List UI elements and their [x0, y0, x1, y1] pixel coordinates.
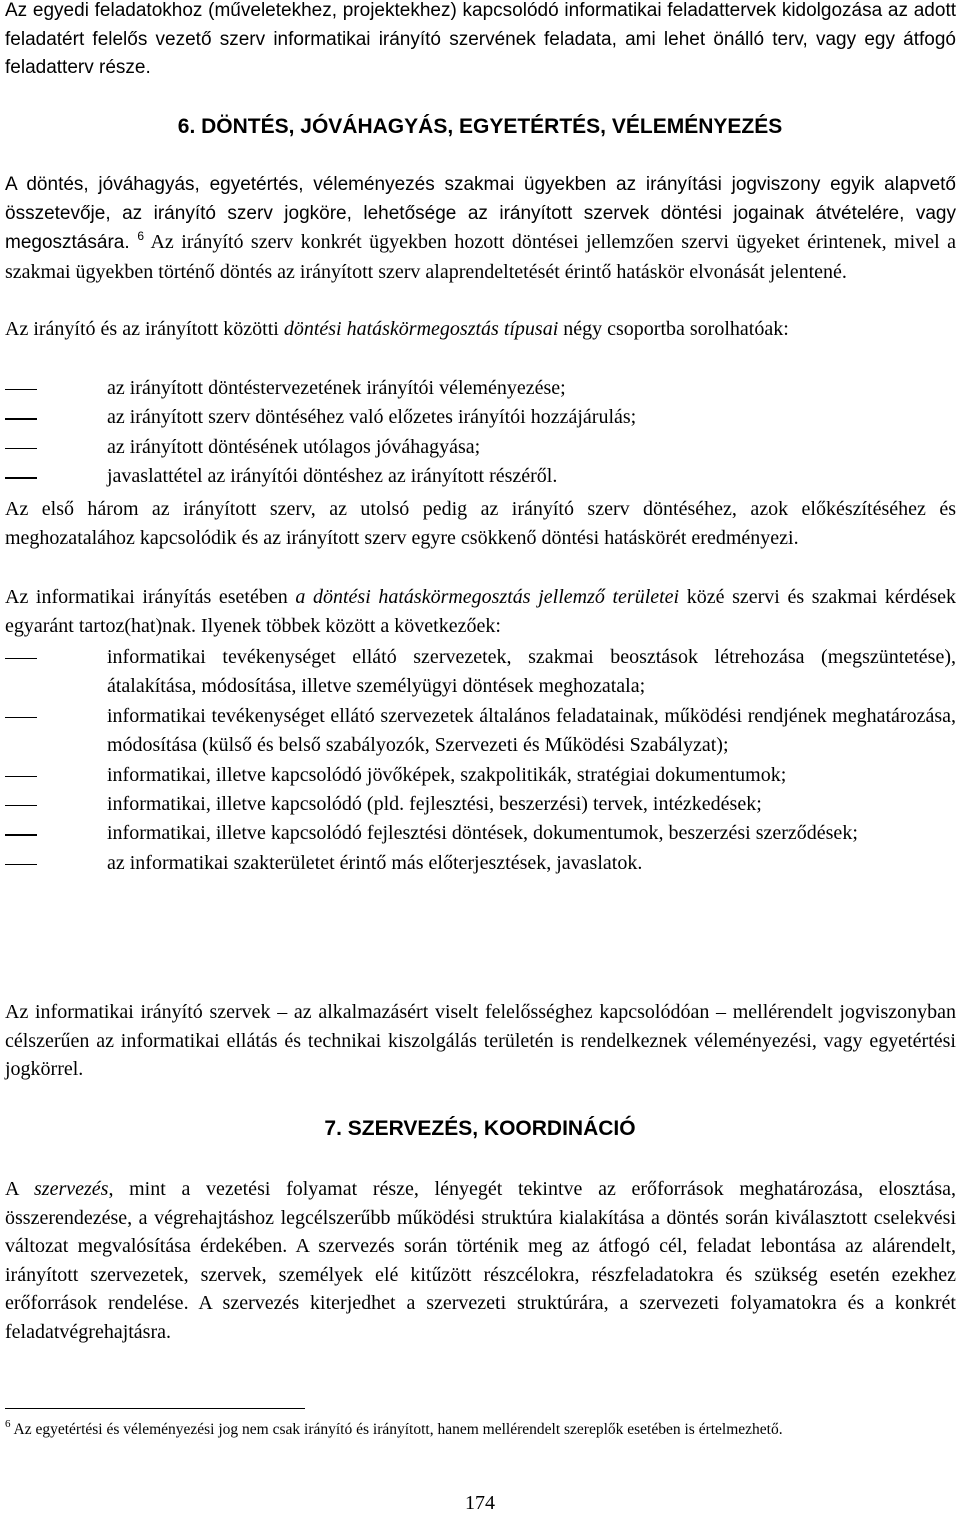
list-item-text: az informatikai szakterületet érintő más előterjesztések, javaslatok. [107, 851, 643, 874]
list-item [5, 849, 956, 878]
paragraph-decision-part1: A döntés, jóváhagyás, egyetértés, véleményezés szakmai ügyekben az irányítási jogviszony egyik alapvető összetevője, az irányító szerv jogköre, lehetősége az irányított szervek döntési jogainak átvételére, vagy megosztására. [5, 174, 956, 254]
paragraph-types [5, 315, 956, 344]
paragraph-organization-emphasis: szervezés [34, 1178, 109, 1200]
footnote-text: Az egyetértési és véleményezési jog nem csak irányító és irányított, hanem mellérendelt szereplők esetében is értelmezhető. [10, 1421, 783, 1438]
section-6-heading: 6. DÖNTÉS, JÓVÁHAGYÁS, EGYETÉRTÉS, VÉLEMÉNYEZÉS [177, 115, 783, 138]
list-item-text: az irányított döntésének utólagos jóváhagyása; [107, 435, 481, 458]
paragraph-types-pre: Az irányító és az irányított közötti [5, 318, 284, 340]
paragraph-organization-post: , mint a vezetési folyamat része, lényegét tekintve az erőforrások meghatározása, elosztása, összerendezése, a végrehajtáshoz legcélszerűbb működési struktúra kialakítása a döntés során kiválasztott cselekvési változat megvalósítása érdekében. A szervezés során történik meg az átfogó cél, feladat lebontása az alárendelt, irányított szervezetek, szervek, személyek elé kitűzött részcélokra, részfeladatokra és szükség esetén ezekhez erőforrások rendelése. A szervezés kiterjedhet a szervezeti struktúrára, a szervezeti folyamatokra és a konkrét feladatvégrehajtásra. [5, 1178, 957, 1343]
paragraph-organization-pre: A [5, 1178, 35, 1200]
paragraph-first-three: Az első három az irányított szerv, az utolsó pedig az irányító szerv döntéséhez, azok előkészítéséhez és meghozatalához kapcsolódik és az irányított szerv egyre csökkenő döntési hatáskörét eredményezi. [5, 498, 956, 549]
paragraph-decision [5, 171, 956, 287]
list-item-text: az irányított szerv döntéséhez való előzetes irányítói hozzájárulás; [107, 406, 637, 429]
types-list [5, 374, 956, 492]
list-item-text: az irányított döntéstervezetének irányítói véleményezése; [107, 377, 566, 399]
paragraph-areas-emphasis: a döntési hatáskörmegosztás jellemző területei [295, 586, 680, 608]
list-item-text: informatikai, illetve kapcsolódó fejlesztési döntések, dokumentumok, beszerzési szerződések; [107, 822, 858, 845]
section-7-heading: 7. SZERVEZÉS, KOORDINÁCIÓ [324, 1117, 636, 1140]
paragraph-informatics-organs: Az informatikai irányító szervek – az alkalmazásért viselt felelősséghez kapcsolódóan – mellérendelt jogviszonyban célszerűen az informatikai ellátás és technikai kiszolgálás területén is rendelkeznek véleményezési, vagy egyetértési jogkörrel. [5, 1001, 956, 1081]
list-item-text: informatikai, illetve kapcsolódó jövőképek, szakpolitikák, stratégiai dokumentumok; [107, 763, 787, 786]
list-item-text: informatikai tevékenységet ellátó szervezetek, szakmai beosztások létrehozása (megszüntetése), átalakítása, módosítása, illetve személyügyi döntések meghozatala; [107, 646, 956, 698]
paragraph-organization [5, 1175, 956, 1347]
list-item [5, 819, 956, 848]
list-item [5, 462, 956, 491]
footnote-divider [5, 1408, 305, 1409]
list-item-text: javaslattétel az irányítói döntéshez az irányított részéről. [107, 465, 558, 488]
paragraph-areas [5, 583, 956, 640]
list-item-text: informatikai tevékenységet ellátó szervezetek általános feladatainak, működési rendjének meghatározása, módosítása (külső és belső szabályozók, Szervezeti és Működési Szabályzat); [107, 704, 956, 757]
footnote-number: 6 [5, 1418, 11, 1430]
list-item [5, 643, 956, 702]
paragraph-types-emphasis: döntési hatáskörmegosztás típusai [283, 318, 559, 340]
intro-paragraph: Az egyedi feladatokhoz (műveletekhez, projektekhez) kapcsolódó informatikai feladattervek kidolgozása az adott feladatért felelős vezető szerv informatikai irányító szervének feladata, ami lehet önálló terv, vagy egy átfogó feladatterv része. [5, 0, 956, 79]
list-item-text: informatikai, illetve kapcsolódó (pld. fejlesztési, beszerzési) tervek, intézkedések; [107, 793, 762, 816]
page-number: 174 [465, 1492, 495, 1514]
paragraph-areas-post: közé szervi és szakmai kérdések egyaránt tartoz(hat)nak. Ilyenek többek között a következőek: [5, 586, 956, 637]
list-item [5, 702, 956, 761]
paragraph-types-post: négy csoportba sorolhatóak: [558, 318, 789, 340]
list-item [5, 374, 956, 403]
list-item [5, 433, 956, 462]
footnote-reference[interactable]: 6 [137, 229, 145, 244]
list-item [5, 761, 956, 790]
list-item [5, 790, 956, 819]
list-item [5, 403, 956, 432]
footnote [5, 1418, 956, 1441]
areas-list [5, 643, 956, 878]
paragraph-areas-pre: Az informatikai irányítás esetében [5, 586, 296, 608]
paragraph-decision-part2: Az irányító szerv konkrét ügyekben hozott döntései jellemzően szervi ügyeket érintenek, mivel a szakmai ügyekben történő döntés az irányított szerv alaprendeltetését érintő hatáskör elvonását jelentené. [5, 231, 956, 283]
